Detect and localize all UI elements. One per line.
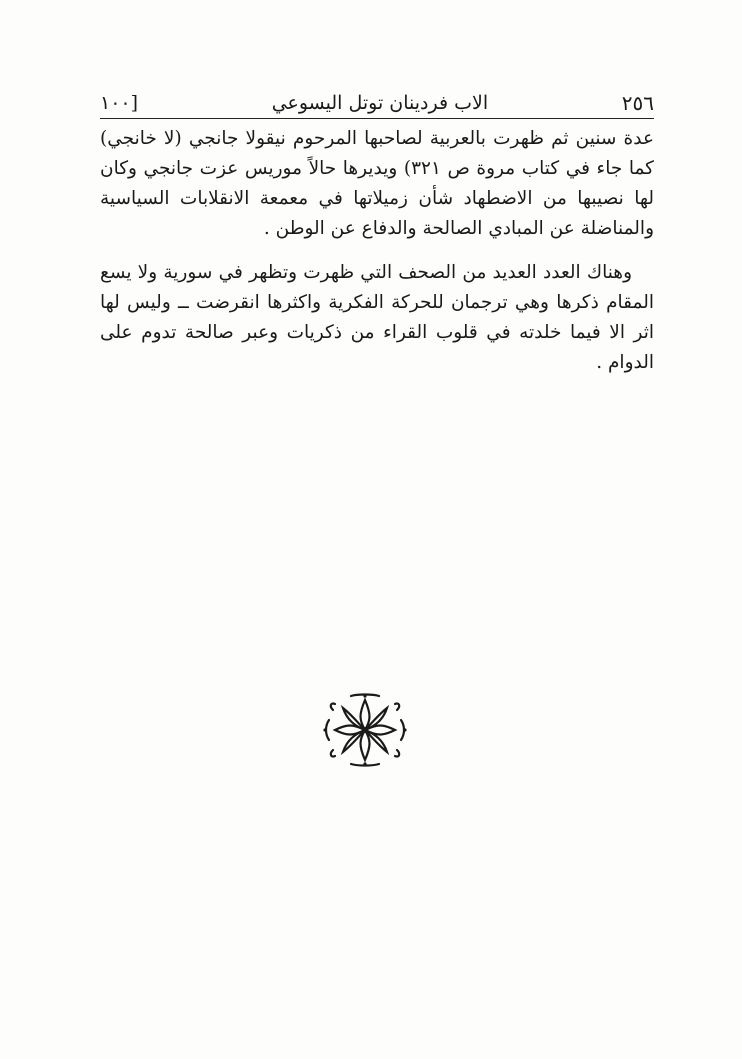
header-rule — [100, 118, 654, 119]
body-text — [100, 124, 654, 378]
section-reference: [١٠٠ — [100, 92, 139, 114]
paragraph: عدة سنين ثم ظهرت بالعربية لصاحبها المرحوم نيقولا جانجي (لا خانجي) كما جاء في كتاب مروة ص ٣٢١) ويديرها حالاً موريس عزت جانجي وكان لها نصيبها من الاضطهاد شأن زميلاتها في معمعة الانقلابات السياسية والمناضلة عن المبادي الصالحة والدفاع عن الوطن . — [100, 128, 654, 239]
floral-ornament-icon — [315, 690, 415, 770]
paragraph: وهناك العدد العديد من الصحف التي ظهرت وتظهر في سورية ولا يسع المقام ذكرها وهي ترجمان للحركة الفكرية واكثرها انقرضت ــ وليس لها اثر الا فيما خلدته في قلوب القراء من ذكريات وعبر صالحة تدوم على الدوام . — [100, 262, 654, 373]
running-title: الاب فردينان توتل اليسوعي — [271, 92, 489, 114]
page-header — [100, 88, 654, 118]
page-number: ٢٥٦ — [621, 91, 654, 115]
